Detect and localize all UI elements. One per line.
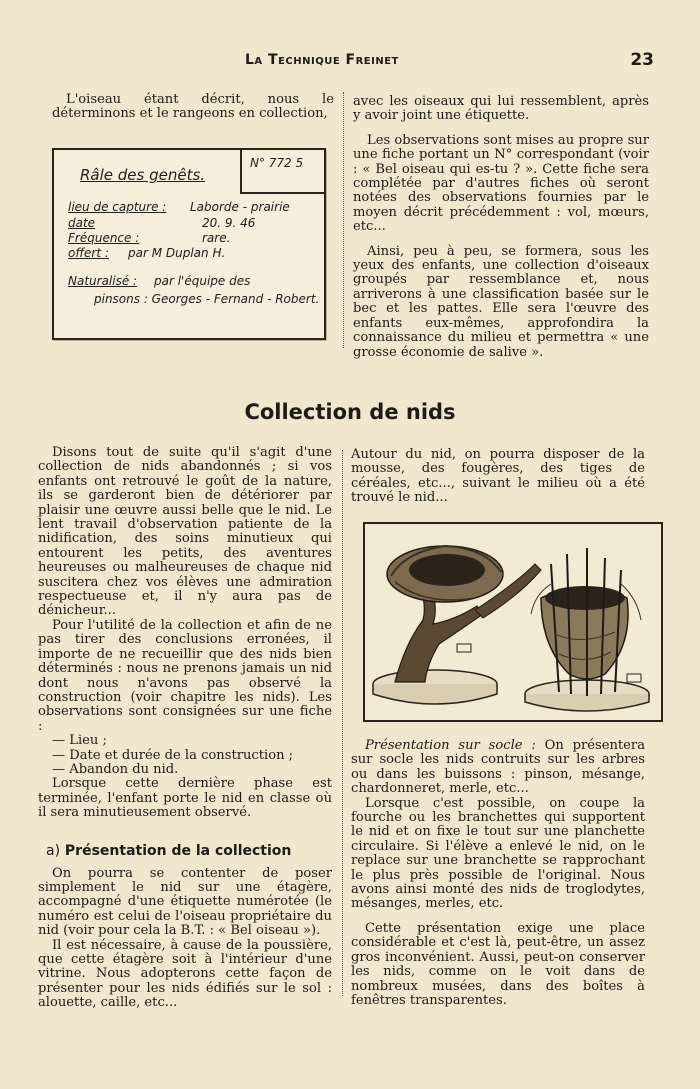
list-item: — Lieu ; — [52, 733, 107, 749]
paragraph: Lorsque c'est possible, on coupe la fourche ou les branchettes qui supportent le nid et on fixe le tout sur une planchette circulaire. Si l'élève a enlevé le nid, on le replace sur une branchette se rapprochant le plus près possible de l'original. Nous avons ainsi monté des nids de troglodytes, mésanges, merles, etc. — [351, 795, 645, 912]
capture-label: lieu de capture : — [68, 200, 167, 214]
bird-nests-illustration — [363, 522, 663, 722]
caption-lead: Présentation sur socle : — [365, 738, 536, 753]
label-number-box — [240, 150, 326, 194]
frequency-value: rare. — [202, 231, 231, 245]
paragraph: L'oiseau étant décrit, nous le déterminons et le rangeons en collection, — [52, 92, 334, 122]
column-rule — [342, 450, 343, 996]
paragraph: Les observations sont mises au propre sur une fiche portant un N° correspondant (voir : « Bel oiseau qui es-tu ? ». Cette fiche sera complétée par d'autres fiches où seront notées des observations fournies par le moyen décrit précédemment : vol, mœurs, etc... — [353, 132, 649, 235]
running-title: La Technique Freinet — [245, 52, 399, 68]
frequency-label: Fréquence : — [68, 231, 140, 245]
label-number: N° 772 5 — [250, 156, 304, 170]
paragraph: On pourra se contenter de poser simplement le nid sur une étagère, accompagné d'une étiquette numérotée (le numéro est celui de l'oiseau propriétaire du nid (voir pour cela la B.T. : « Bel oiseau »). — [38, 865, 332, 939]
section-title: Collection de nids — [244, 400, 456, 424]
list-item: — Abandon du nid. — [52, 761, 179, 777]
naturalized-label: Naturalisé : — [68, 274, 138, 288]
paragraph: Il est nécessaire, à cause de la poussière, que cette étagère soit à l'intérieur d'une vitrine. Nous adopterons cette façon de présenter pour les nids édifiés sur le sol : alouette, caille, etc... — [38, 937, 332, 1011]
paragraph: Cette présentation exige une place considérable et c'est là, peut-être, un assez gros inconvénient. Aussi, peut-on conserver les nids, comme on le voit dans de nombreux musées, dans des boîtes à fenêtres transparentes. — [351, 920, 645, 1008]
subheading-text: Présentation de la collection — [64, 842, 292, 859]
paragraph: Lorsque cette dernière phase est terminée, l'enfant porte le nid en classe où il sera minutieusement observé. — [38, 776, 332, 821]
capture-value: Laborde - prairie — [190, 200, 290, 214]
naturalized-value-2: pinsons : Georges - Fernand - Robert. — [94, 292, 320, 306]
paragraph: Ainsi, peu à peu, se formera, sous les yeux des enfants, une collection d'oiseaux groupés par ressemblance et, nous arriverons à une classification basée sur le bec et les pattes. Elle sera l'œuvre des enfants eux-mêmes, approfondira la connaissance du milieu et permettra « une grosse économie de salive ». — [353, 243, 649, 360]
paragraph: Disons tout de suite qu'il s'agit d'une collection de nids abandonnés ; si vos enfants ont retrouvé le goût de la nature, ils se garderont bien de détériorer par plaisir une œuvre aussi belle que le nid. Le lent travail d'observation patiente de la nidification, des soins minutieux qui entourent les petits, des aventures heureuses ou malheureuses de chaque nid suscitera chez vos élèves une admiration respectueuse et, il n'y aura pas de dénicheur... — [38, 445, 332, 619]
paragraph: avec les oiseaux qui lui ressemblent, après y avoir joint une étiquette. — [353, 94, 649, 124]
caption-paragraph — [351, 739, 645, 797]
naturalized-value: par l'équipe des — [154, 274, 251, 288]
nests-drawing — [365, 524, 661, 720]
date-label: date — [68, 216, 96, 230]
bottom-left-column — [38, 446, 332, 1011]
column-rule — [343, 92, 344, 348]
paragraph: Pour l'utilité de la collection et afin de ne pas tirer des conclusions erronées, il importe de ne recueillir que des nids bien déterminés : nous ne prenons jamais un nid dont nous n'avons pas observé la construction (voir chapitre les nids). Les observations sont consignées sur une fiche : — [38, 617, 332, 734]
paragraph: Autour du nid, on pourra disposer de la mousse, des fougères, des tiges de céréales, etc..., suivant le milieu où a été trouvé le nid... — [351, 447, 645, 506]
label-species: Râle des genêts. — [80, 166, 206, 184]
offered-label: offert : — [68, 246, 109, 260]
subheading — [38, 843, 332, 859]
caption-text: On présentera sur socle les nids contruits sur les arbres ou dans les buissons : pinson, mésange, chardonneret, merle, etc... — [351, 738, 645, 797]
date-value: 20. 9. 46 — [202, 216, 256, 230]
top-right-column — [353, 95, 649, 360]
subheading-letter: a) — [46, 842, 61, 859]
bottom-right-column-top — [351, 448, 645, 506]
top-left-column — [52, 93, 334, 122]
page-number: 23 — [630, 50, 654, 70]
list-item: — Date et durée de la construction ; — [52, 747, 294, 763]
offered-value: par M Duplan H. — [128, 246, 226, 260]
running-head — [0, 50, 700, 74]
label-card — [52, 148, 326, 340]
bottom-right-column — [351, 739, 645, 1008]
